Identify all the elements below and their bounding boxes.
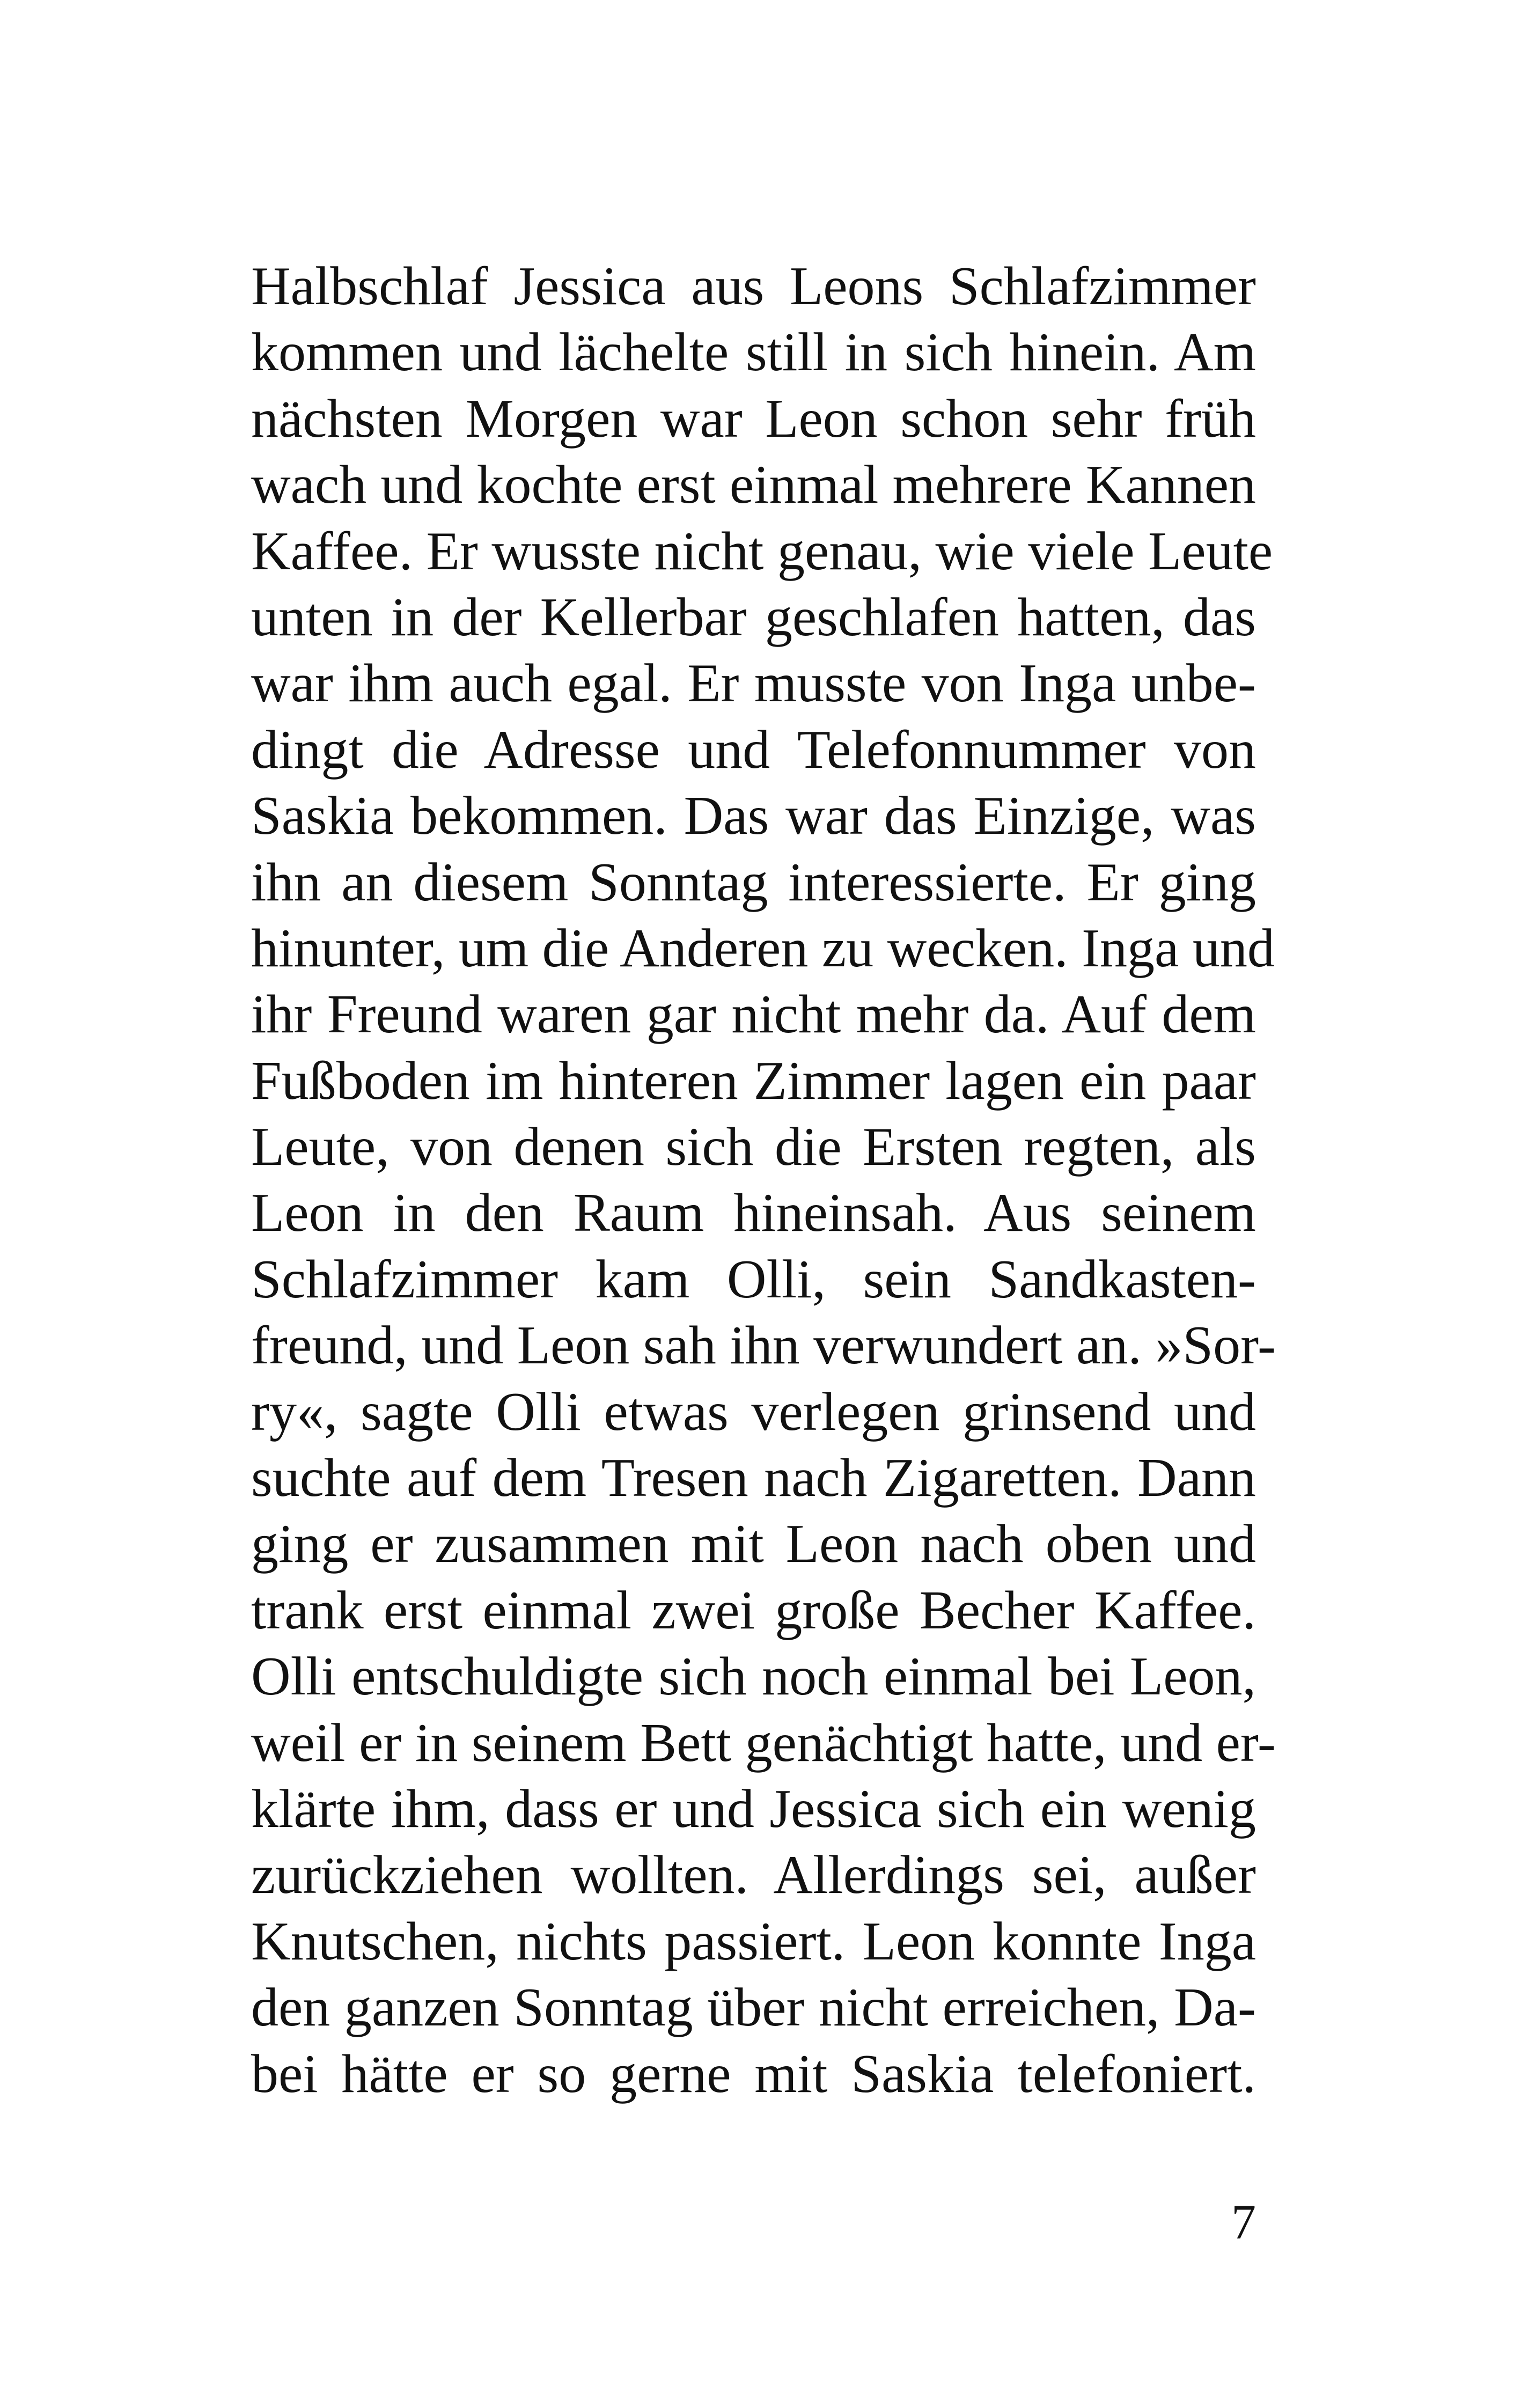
text-line: den ganzen Sonntag über nicht erreichen, Da- xyxy=(251,1977,1256,2038)
text-line: war ihm auch egal. Er musste von Inga unbe- xyxy=(251,653,1256,714)
text-line: ry«, sagte Olli etwas verlegen grinsend und xyxy=(251,1381,1256,1442)
text-line: ging er zusammen mit Leon nach oben und xyxy=(251,1514,1256,1575)
text-line: kommen und lächelte still in sich hinein. Am xyxy=(251,322,1256,383)
text-line: Schlafzimmer kam Olli, sein Sandkasten- xyxy=(251,1249,1256,1310)
text-line: Saskia bekommen. Das war das Einzige, was xyxy=(251,785,1256,847)
text-line: Knutschen, nichts passiert. Leon konnte Inga xyxy=(251,1911,1256,1972)
text-line: trank erst einmal zwei große Becher Kaffee. xyxy=(251,1580,1256,1641)
text-line: unten in der Kellerbar geschlafen hatten, das xyxy=(251,586,1256,648)
text-line: wach und kochte erst einmal mehrere Kannen xyxy=(251,454,1256,516)
text-line: weil er in seinem Bett genächtigt hatte, und er- xyxy=(251,1712,1276,1773)
text-line: ihn an diesem Sonntag interessierte. Er ging xyxy=(251,851,1256,913)
text-line: nächsten Morgen war Leon schon sehr früh xyxy=(251,388,1256,449)
body-text xyxy=(251,253,1276,2107)
text-line: freund, und Leon sah ihn verwundert an. »Sor- xyxy=(251,1315,1276,1376)
text-line: Leon in den Raum hineinsah. Aus seinem xyxy=(251,1183,1256,1244)
text-line: Halbschlaf Jessica aus Leons Schlafzimmer xyxy=(251,256,1256,317)
text-line: Olli entschuldigte sich noch einmal bei Leon, xyxy=(251,1646,1256,1707)
text-line: dingt die Adresse und Telefonnummer von xyxy=(251,719,1256,780)
text-line: hinunter, um die Anderen zu wecken. Inga und xyxy=(251,917,1275,979)
text-line: ihr Freund waren gar nicht mehr da. Auf dem xyxy=(251,984,1256,1045)
text-line: klärte ihm, dass er und Jessica sich ein wenig xyxy=(251,1778,1256,1839)
page-number: 7 xyxy=(1231,2194,1256,2249)
text-line: bei hätte er so gerne mit Saskia telefoniert. xyxy=(251,2043,1256,2104)
text-line: Kaffee. Er wusste nicht genau, wie viele Leute xyxy=(251,520,1273,582)
text-line: Fußboden im hinteren Zimmer lagen ein paar xyxy=(251,1050,1256,1111)
text-line: suchte auf dem Tresen nach Zigaretten. Dann xyxy=(251,1448,1256,1509)
text-line: zurückziehen wollten. Allerdings sei, außer xyxy=(251,1845,1256,1906)
text-line: Leute, von denen sich die Ersten regten, als xyxy=(251,1117,1256,1178)
